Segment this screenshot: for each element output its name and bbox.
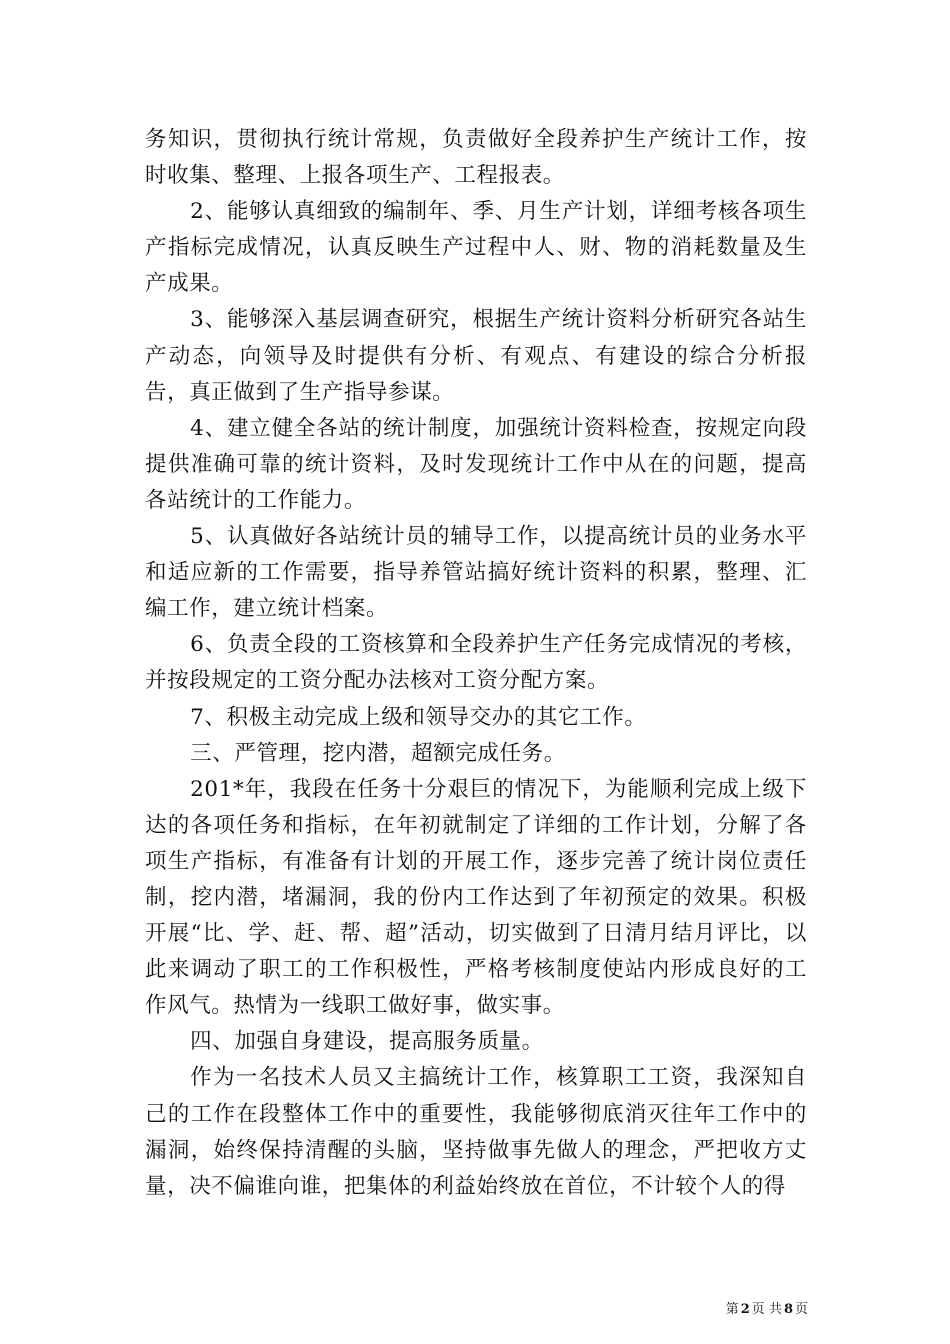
paragraph-2: 2、能够认真细致的编制年、季、月生产计划，详细考核各项生产指标完成情况，认真反映生产过程中人、财、物的消耗数量及生产成果。	[145, 199, 807, 297]
paragraph-3: 3、能够深入基层调查研究，根据生产统计资料分析研究各站生产动态，向领导及时提供有分析、有观点、有建设的综合分析报告，真正做到了生产指导参谋。	[145, 307, 807, 405]
paragraph-4: 4、建立健全各站的统计制度，加强统计资料检查，按规定向段提供准确可靠的统计资料，及时发现统计工作中从在的问题，提高各站统计的工作能力。	[145, 415, 807, 513]
paragraph-6: 6、负责全段的工资核算和全段养护生产任务完成情况的考核，并按段规定的工资分配办法核对工资分配方案。	[145, 632, 807, 694]
footer-middle: 页 共	[751, 1302, 782, 1317]
paragraph-9: 作为一名技术人员又主搞统计工作，核算职工工资，我深知自己的工作在段整体工作中的重要性，我能够彻底消灭往年工作中的漏洞，始终保持清醒的头脑，坚持做事先做人的理念，严把收方丈量，决不偏谁向谁，把集体的利益始终放在首位，不计较个人的得	[145, 1065, 807, 1199]
total-pages-number: 8	[783, 1302, 793, 1317]
section-heading-4: 四、加强自身建设，提高服务质量。	[190, 1029, 544, 1055]
paragraph-7: 7、积极主动完成上级和领导交办的其它工作。	[190, 704, 647, 730]
section-heading-3: 三、严管理，挖内潜，超额完成任务。	[190, 740, 566, 766]
page-number-footer	[726, 1302, 808, 1318]
footer-prefix: 第	[725, 1302, 739, 1317]
paragraph-8: 201*年，我段在任务十分艰巨的情况下，为能顺利完成上级下达的各项任务和指标，在年初就制定了详细的工作计划，分解了各项生产指标，有准备有计划的开展工作，逐步完善了统计岗位责任制，挖内潜，堵漏洞，我的份内工作达到了年初预定的效果。积极开展“比、学、赶、帮、超”活动，切实做到了日清月结月评比，以此来调动了职工的工作积极性，严格考核制度使站内形成良好的工作风气。热情为一线职工做好事，做实事。	[145, 776, 807, 1019]
paragraph-1: 务知识，贯彻执行统计常规，负责做好全段养护生产统计工作，按时收集、整理、上报各项生产、工程报表。	[145, 127, 807, 189]
current-page-number: 2	[740, 1302, 750, 1317]
paragraph-5: 5、认真做好各站统计员的辅导工作，以提高统计员的业务水平和适应新的工作需要，指导养管站搞好统计资料的积累，整理、汇编工作，建立统计档案。	[145, 524, 807, 622]
document-body	[145, 122, 807, 1205]
footer-suffix: 页	[794, 1302, 808, 1317]
